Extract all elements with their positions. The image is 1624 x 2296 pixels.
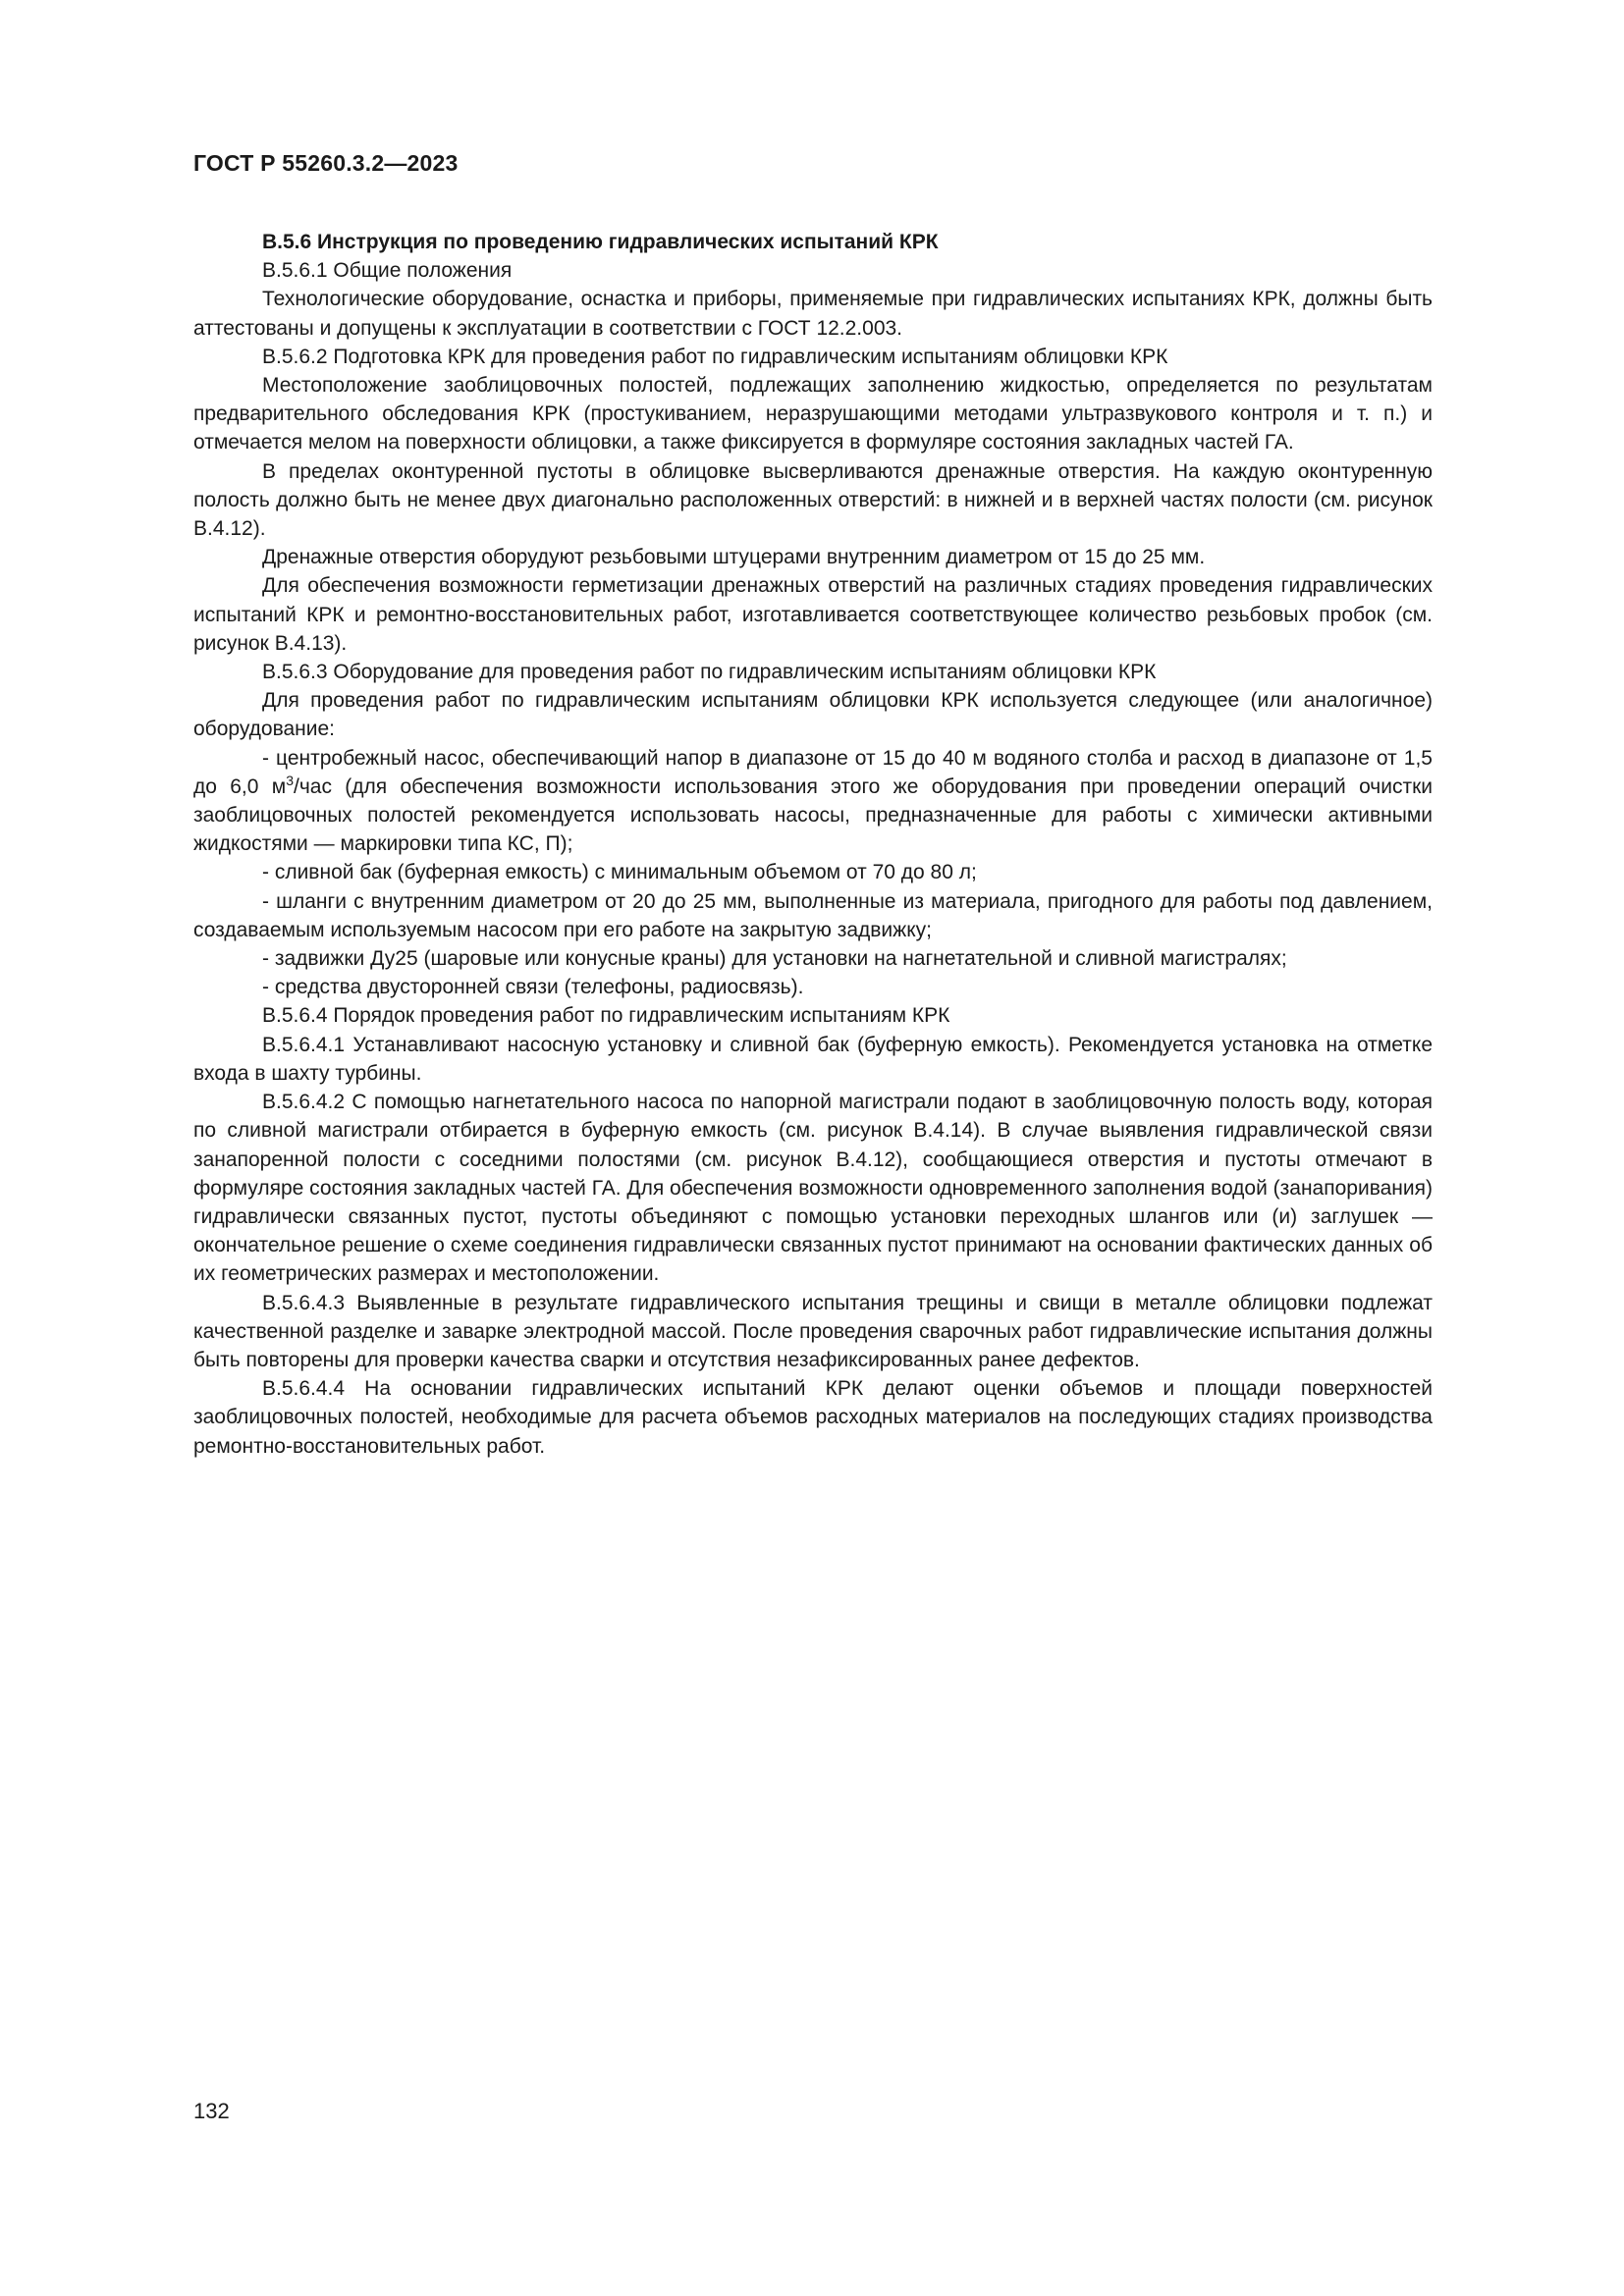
- paragraph: Местоположение заоблицовочных полостей, подлежащих заполнению жидкостью, определяется по результатам предварительного обследования КРК (простукиванием, неразрушающими методами ультразвукового контроля и т. п.) и отмечается мелом на поверхности облицовки, а также фиксируется в формуляре состояния закладных частей ГА.: [193, 374, 1433, 454]
- list-item-text: - центробежный насос, обеспечивающий напор в диапазоне от 15 до 40 м водяного столба и расход в диапазоне от 1,5 до 6,0 м: [193, 746, 1433, 798]
- paragraph: Для проведения работ по гидравлическим испытаниям облицовки КРК используется следующее (или аналогичное) оборудование:: [193, 689, 1433, 741]
- document-body: [193, 228, 1433, 1461]
- subsection-heading: В.5.6.4 Порядок проведения работ по гидравлическим испытаниям КРК: [262, 1004, 950, 1028]
- subsection-heading: В.5.6.3 Оборудование для проведения работ по гидравлическим испытаниям облицовки КРК: [262, 661, 1157, 684]
- subsection-heading: В.5.6.2 Подготовка КРК для проведения работ по гидравлическим испытаниям облицовки КРК: [262, 345, 1168, 368]
- paragraph: В.5.6.4.3 Выявленные в результате гидравлического испытания трещины и свищи в металле облицовки подлежат качественной разделке и заварке электродной массой. После проведения сварочных работ гидравлические испытания должны быть повторены для проверки качества сварки и отсутствия незафиксированных ранее дефектов.: [193, 1291, 1433, 1371]
- list-item-text: /час (для обеспечения возможности использования этого же оборудования при проведении операций очистки заоблицовочных полостей рекомендуется использовать насосы, предназначенные для работы с химически активными жидкостями — маркировки типа КС, П);: [193, 774, 1434, 856]
- document-header: ГОСТ Р 55260.3.2—2023: [193, 150, 459, 176]
- list-item: - шланги с внутренним диаметром от 20 до 25 мм, выполненные из материала, пригодного для работы под давлением, создаваемым используемым насосом при его работе на закрытую задвижку;: [193, 889, 1433, 941]
- paragraph: Для обеспечения возможности герметизации дренажных отверстий на различных стадиях проведения гидравлических испытаний КРК и ремонтно-восстановительных работ, изготавливается соответствующее количество резьбовых пробок (см. рисунок В.4.13).: [193, 574, 1433, 655]
- paragraph: В пределах оконтуренной пустоты в облицовке высверливаются дренажные отверстия. На каждую оконтуренную полость должно быть не менее двух диагонально расположенных отверстий: в нижней и в верхней частях полости (см. рисунок В.4.12).: [193, 459, 1433, 541]
- paragraph: Технологические оборудование, оснастка и приборы, применяемые при гидравлических испытаниях КРК, должны быть аттестованы и допущены к эксплуатации в соответствии с ГОСТ 12.2.003.: [193, 288, 1433, 340]
- paragraph: В.5.6.4.4 На основании гидравлических испытаний КРК делают оценки объемов и площади поверхностей заоблицовочных полостей, необходимые для расчета объемов расходных материалов на последующих стадиях производства ремонтно-восстановительных работ.: [193, 1377, 1433, 1458]
- superscript: 3: [286, 772, 294, 788]
- paragraph: Дренажные отверстия оборудуют резьбовыми штуцерами внутренним диаметром от 15 до 25 мм.: [262, 546, 1206, 569]
- list-item: - сливной бак (буферная емкость) с минимальным объемом от 70 до 80 л;: [262, 861, 977, 884]
- section-title: В.5.6 Инструкция по проведению гидравлических испытаний КРК: [262, 231, 939, 253]
- list-item: - задвижки Ду25 (шаровые или конусные краны) для установки на нагнетательной и сливной магистралях;: [262, 947, 1287, 971]
- paragraph: В.5.6.4.1 Устанавливают насосную установку и сливной бак (буферную емкость). Рекомендуется установка на отметке входа в шахту турбины.: [193, 1033, 1433, 1085]
- list-item: - средства двусторонней связи (телефоны, радиосвязь).: [262, 976, 804, 999]
- list-item: [193, 744, 1433, 859]
- subsection-heading: В.5.6.1 Общие положения: [262, 259, 513, 283]
- paragraph: В.5.6.4.2 С помощью нагнетательного насоса по напорной магистрали подают в заоблицовочную полость воду, которая по сливной магистрали отбирается в буферную емкость (см. рисунок В.4.14). В случае выявления гидравлической связи занапоренной полости с соседними полостями (см. рисунок В.4.12), сообщающиеся отверстия и пустоты отмечают в формуляре состояния закладных частей ГА. Для обеспечения возможности одновременного заполнения водой (занапоривания) гидравлически связанных пустот, пустоты объединяют с помощью установки переходных шлангов или (и) заглушек — окончательное решение о схеме соединения гидравлически связанных пустот принимают на основании фактических данных об их геометрических размерах и местоположении.: [193, 1091, 1433, 1286]
- page-number: 132: [193, 2099, 230, 2123]
